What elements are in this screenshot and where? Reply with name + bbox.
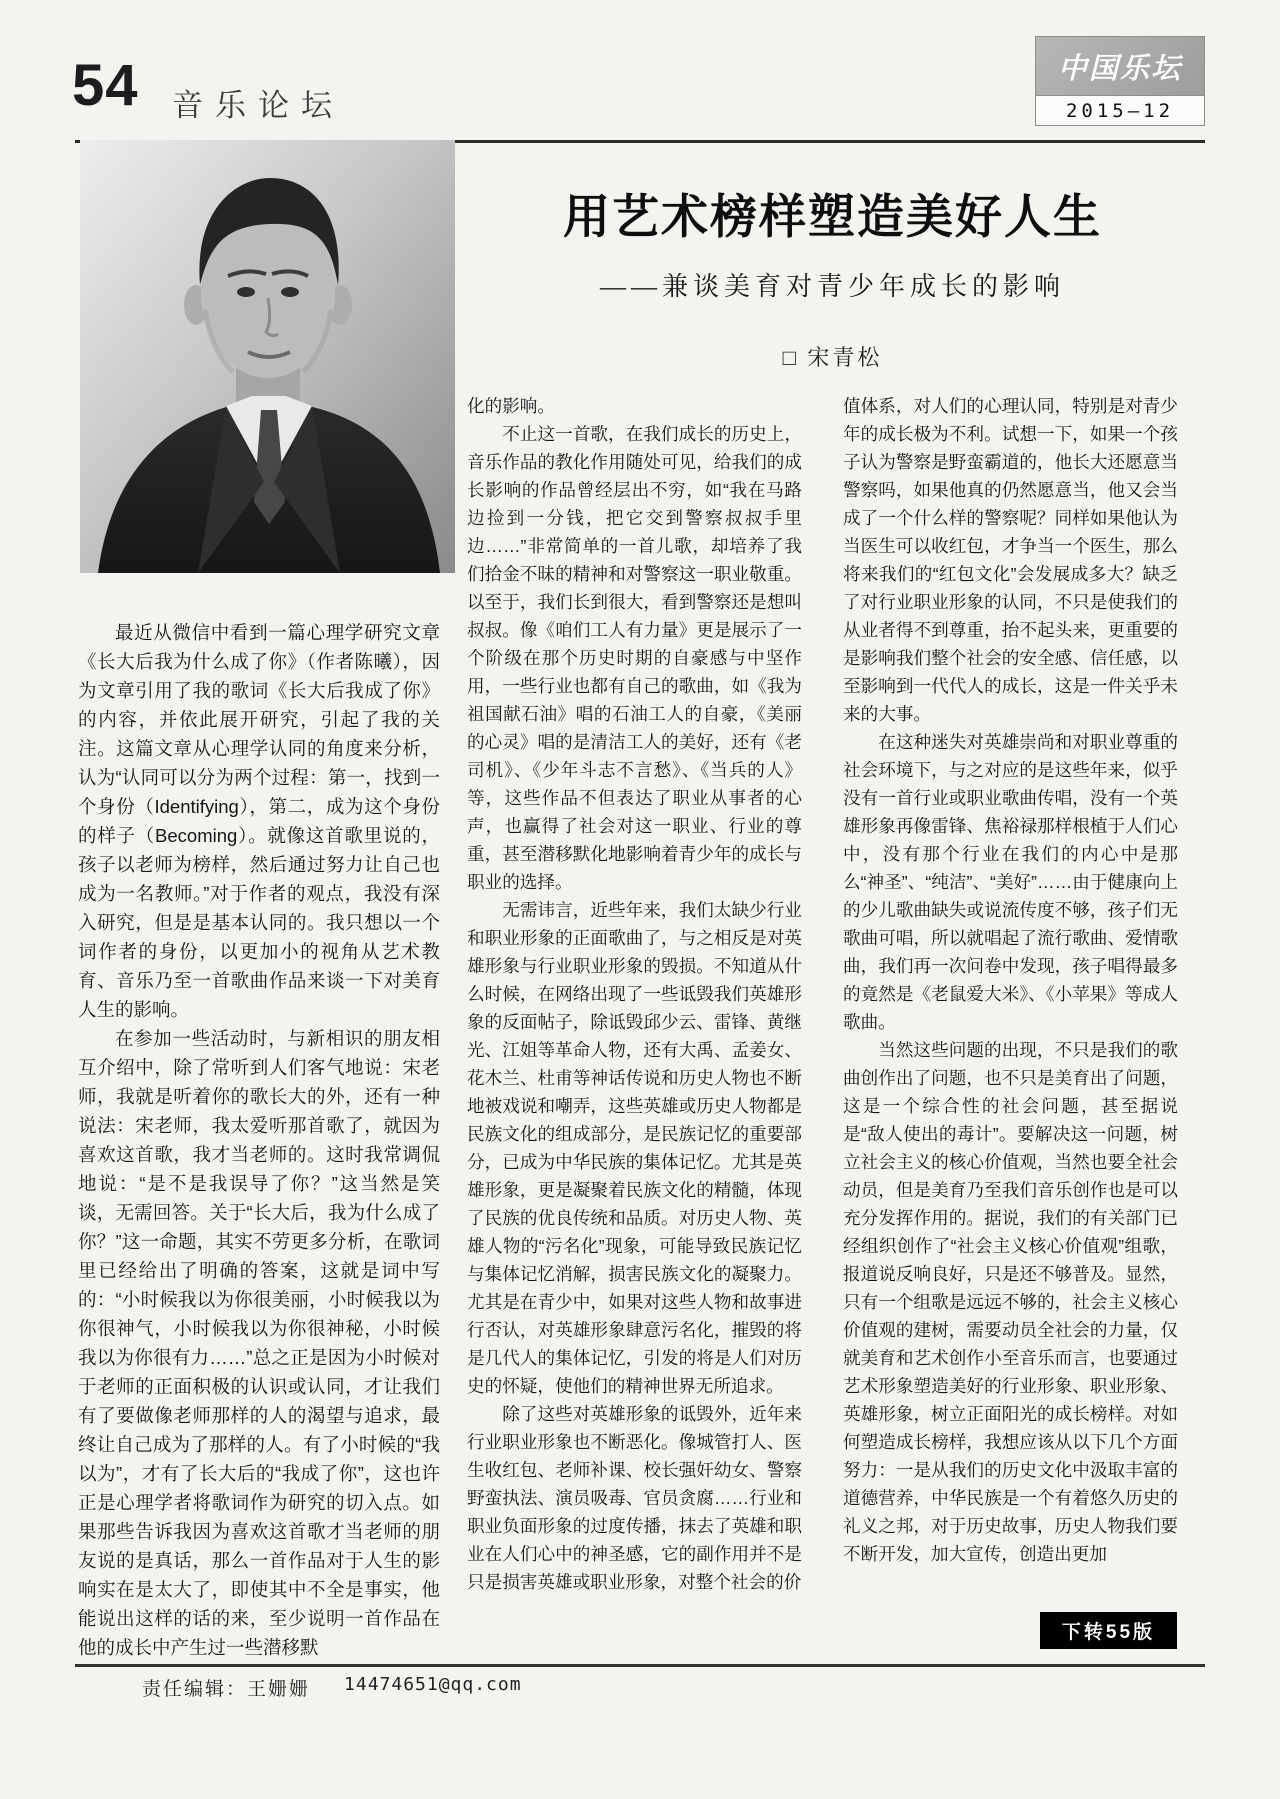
author-photo [80,140,455,573]
article-subtitle: ——兼谈美育对青少年成长的影响 [599,272,1065,301]
article-author: □ 宋青松 [782,345,883,370]
masthead-brand-logo: 中国乐坛 [1036,37,1204,95]
text-column-3 [843,392,1178,1614]
page-number: 54 [72,53,139,118]
continued-on-page-badge: 下转55版 [1040,1612,1177,1649]
section-title: 音乐论坛 [172,88,344,123]
paragraph: 除了这些对英雄形象的诋毁外，近年来行业职业形象也不断恶化。像城管打人、医生收红包、老师补课、校长强奸幼女、警察野蛮执法、演员吸毒、官员贪腐……行业和职业负面形象的过度传播，抹去了英雄和职业在人们心中的神圣感，它的副作用并不是只是损害英雄或职业形象，对整个社会的价 [467,1404,802,1592]
masthead-issue: 2015—12 [1036,95,1204,125]
text-column-1 [78,618,440,1660]
paragraph-continuation: 化的影响。 [467,396,555,416]
footer [142,1674,522,1701]
portrait-illustration [80,140,455,573]
editor-email: 14474651@qq.com [344,1674,522,1695]
paragraph: 在这种迷失对英雄崇尚和对职业尊重的社会环境下，与之对应的是这些年来，似乎没有一首行业或职业歌曲传唱，没有一个英雄形象再像雷锋、焦裕禄那样根植于人们心中，没有那个行业在我们的内心中是那么“神圣”、“纯洁”、“美好”……由于健康向上的少儿歌曲缺失或说流传度不够，孩子们无歌曲可唱，所以就唱起了流行歌曲、爱情歌曲，我们再一次问卷中发现，孩子唱得最多的竟然是《老鼠爱大米》、《小苹果》等成人歌曲。 [843,732,1178,1032]
responsible-editor: 责任编辑：王姗姗 [142,1679,311,1700]
paragraph-continuation: 值体系，对人们的心理认同，特别是对青少年的成长极为不利。试想一下，如果一个孩子认为警察是野蛮霸道的，他长大还愿意当警察吗，如果他真的仍然愿意当，他又会当成了一个什么样的警察呢？同样如果他认为当医生可以收红包，才争当一个医生，那么将来我们的“红包文化”会发展成多大？缺乏了对行业职业形象的认同，不只是使我们的从业者得不到尊重，抬不起头来，更重要的是影响我们整个社会的安全感、信任感，以至影响到一代代人的成长，这是一件关乎未来的大事。 [843,396,1178,724]
text-column-2 [467,392,802,1662]
paragraph: 无需讳言，近些年来，我们太缺少行业和职业形象的正面歌曲了，与之相反是对英雄形象与行业职业形象的毁损。不知道从什么时候，在网络出现了一些诋毁我们英雄形象的反面帖子，除诋毁邱少云、雷锋、黄继光、江姐等革命人物，还有大禹、孟姜女、花木兰、杜甫等神话传说和历史人物也不断地被戏说和嘲弄，这些英雄或历史人物都是民族文化的组成部分，是民族记忆的重要部分，已成为中华民族的集体记忆。尤其是英雄形象，更是凝聚着民族文化的精髓，体现了民族的优良传统和品质。对历史人物、英雄人物的“污名化”现象，可能导致民族记忆与集体记忆消解，损害民族文化的凝聚力。尤其是在青少中，如果对这些人物和故事进行否认，对英雄形象肆意污名化，摧毁的将是几代人的集体记忆，引发的将是人们对历史的怀疑，使他们的精神世界无所追求。 [467,900,802,1396]
paragraph: 在参加一些活动时，与新相识的朋友相互介绍中，除了常听到人们客气地说：宋老师，我就是听着你的歌长大的外，还有一种说法：宋老师，我太爱听那首歌了，就因为喜欢这首歌，我才当老师的。这时我常调侃地说：“是不是我误导了你？”这当然是笑谈，无需回答。关于“长大后，我为什么成了你？”这一命题，其实不劳更多分析，在歌词里已经给出了明确的答案，这就是词中写的：“小时候我以为你很美丽，小时候我以为你很神气，小时候我以为你很神秘，小时候我以为你很有力……”总之正是因为小时候对于老师的正面积极的认识或认同，才让我们有了要做像老师那样的人的渴望与追求，最终让自己成为了那样的人。有了小时候的“我以为”，才有了长大后的“我成了你”，这也许正是心理学者将歌词作为研究的切入点。如果那些告诉我因为喜欢这首歌才当老师的朋友说的是真话，那么一首作品对于人生的影响实在是太大了，即使其中不全是事实，他能说出这样的话的来，至少说明一首作品在他的成长中产生过一些潜移默 [78,1028,440,1658]
paragraph: 不止这一首歌，在我们成长的历史上，音乐作品的教化作用随处可见，给我们的成长影响的作品曾经层出不穷，如“我在马路边捡到一分钱，把它交到警察叔叔手里边……”非常简单的一首儿歌，却培养了我们拾金不昧的精神和对警察这一职业敬重。以至于，我们长到很大，看到警察还是想叫叔叔。像《咱们工人有力量》更是展示了一个阶级在那个历史时期的自豪感与中坚作用，一些行业也都有自己的歌曲，如《我为祖国献石油》唱的石油工人的自豪，《美丽的心灵》唱的是清洁工人的美好，还有《老司机》、《少年斗志不言愁》、《当兵的人》等，这些作品不但表达了职业从事者的心声，也赢得了社会对这一职业、行业的尊重，甚至潜移默化地影响着青少年的成长与职业的选择。 [467,424,802,892]
masthead [1035,36,1205,126]
footer-divider [75,1664,1205,1667]
paragraph: 最近从微信中看到一篇心理学研究文章《长大后我为什么成了你》（作者陈曦），因为文章引用了我的歌词《长大后我成了你》的内容，并依此展开研究，引起了我的关注。这篇文章从心理学认同的角度来分析，认为“认同可以分为两个过程：第一，找到一个身份（Identifying），第二，成为这个身份的样子（Becoming）。就像这首歌里说的，孩子以老师为榜样，然后通过努力让自己也成为一名教师。”对于作者的观点，我没有深入研究，但是是基本认同的。我只想以一个词作者的身份，以更加小的视角从艺术教育、音乐乃至一首歌曲作品来谈一下对美育人生的影响。 [78,622,440,1020]
paragraph: 当然这些问题的出现，不只是我们的歌曲创作出了问题，也不只是美育出了问题，这是一个综合性的社会问题，甚至据说是“敌人使出的毒计”。要解决这一问题，树立社会主义的核心价值观，当然也要全社会动员，但是美育乃至我们音乐创作也是可以充分发挥作用的。据说，我们的有关部门已经组织创作了“社会主义核心价值观”组歌，报道说反响良好，只是还不够普及。显然，只有一个组歌是远远不够的，社会主义核心价值观的建树，需要动员全社会的力量，仅就美育和艺术创作小至音乐而言，也要通过艺术形象塑造美好的行业形象、职业形象、英雄形象，树立正面阳光的成长榜样。对如何塑造成长榜样，我想应该从以下几个方面努力：一是从我们的历史文化中汲取丰富的道德营养，中华民族是一个有着悠久历史的礼义之邦，对于历史故事，历史人物我们要不断开发，加大宣传，创造出更加 [843,1040,1178,1564]
article-title: 用艺术榜样塑造美好人生 [563,192,1102,244]
